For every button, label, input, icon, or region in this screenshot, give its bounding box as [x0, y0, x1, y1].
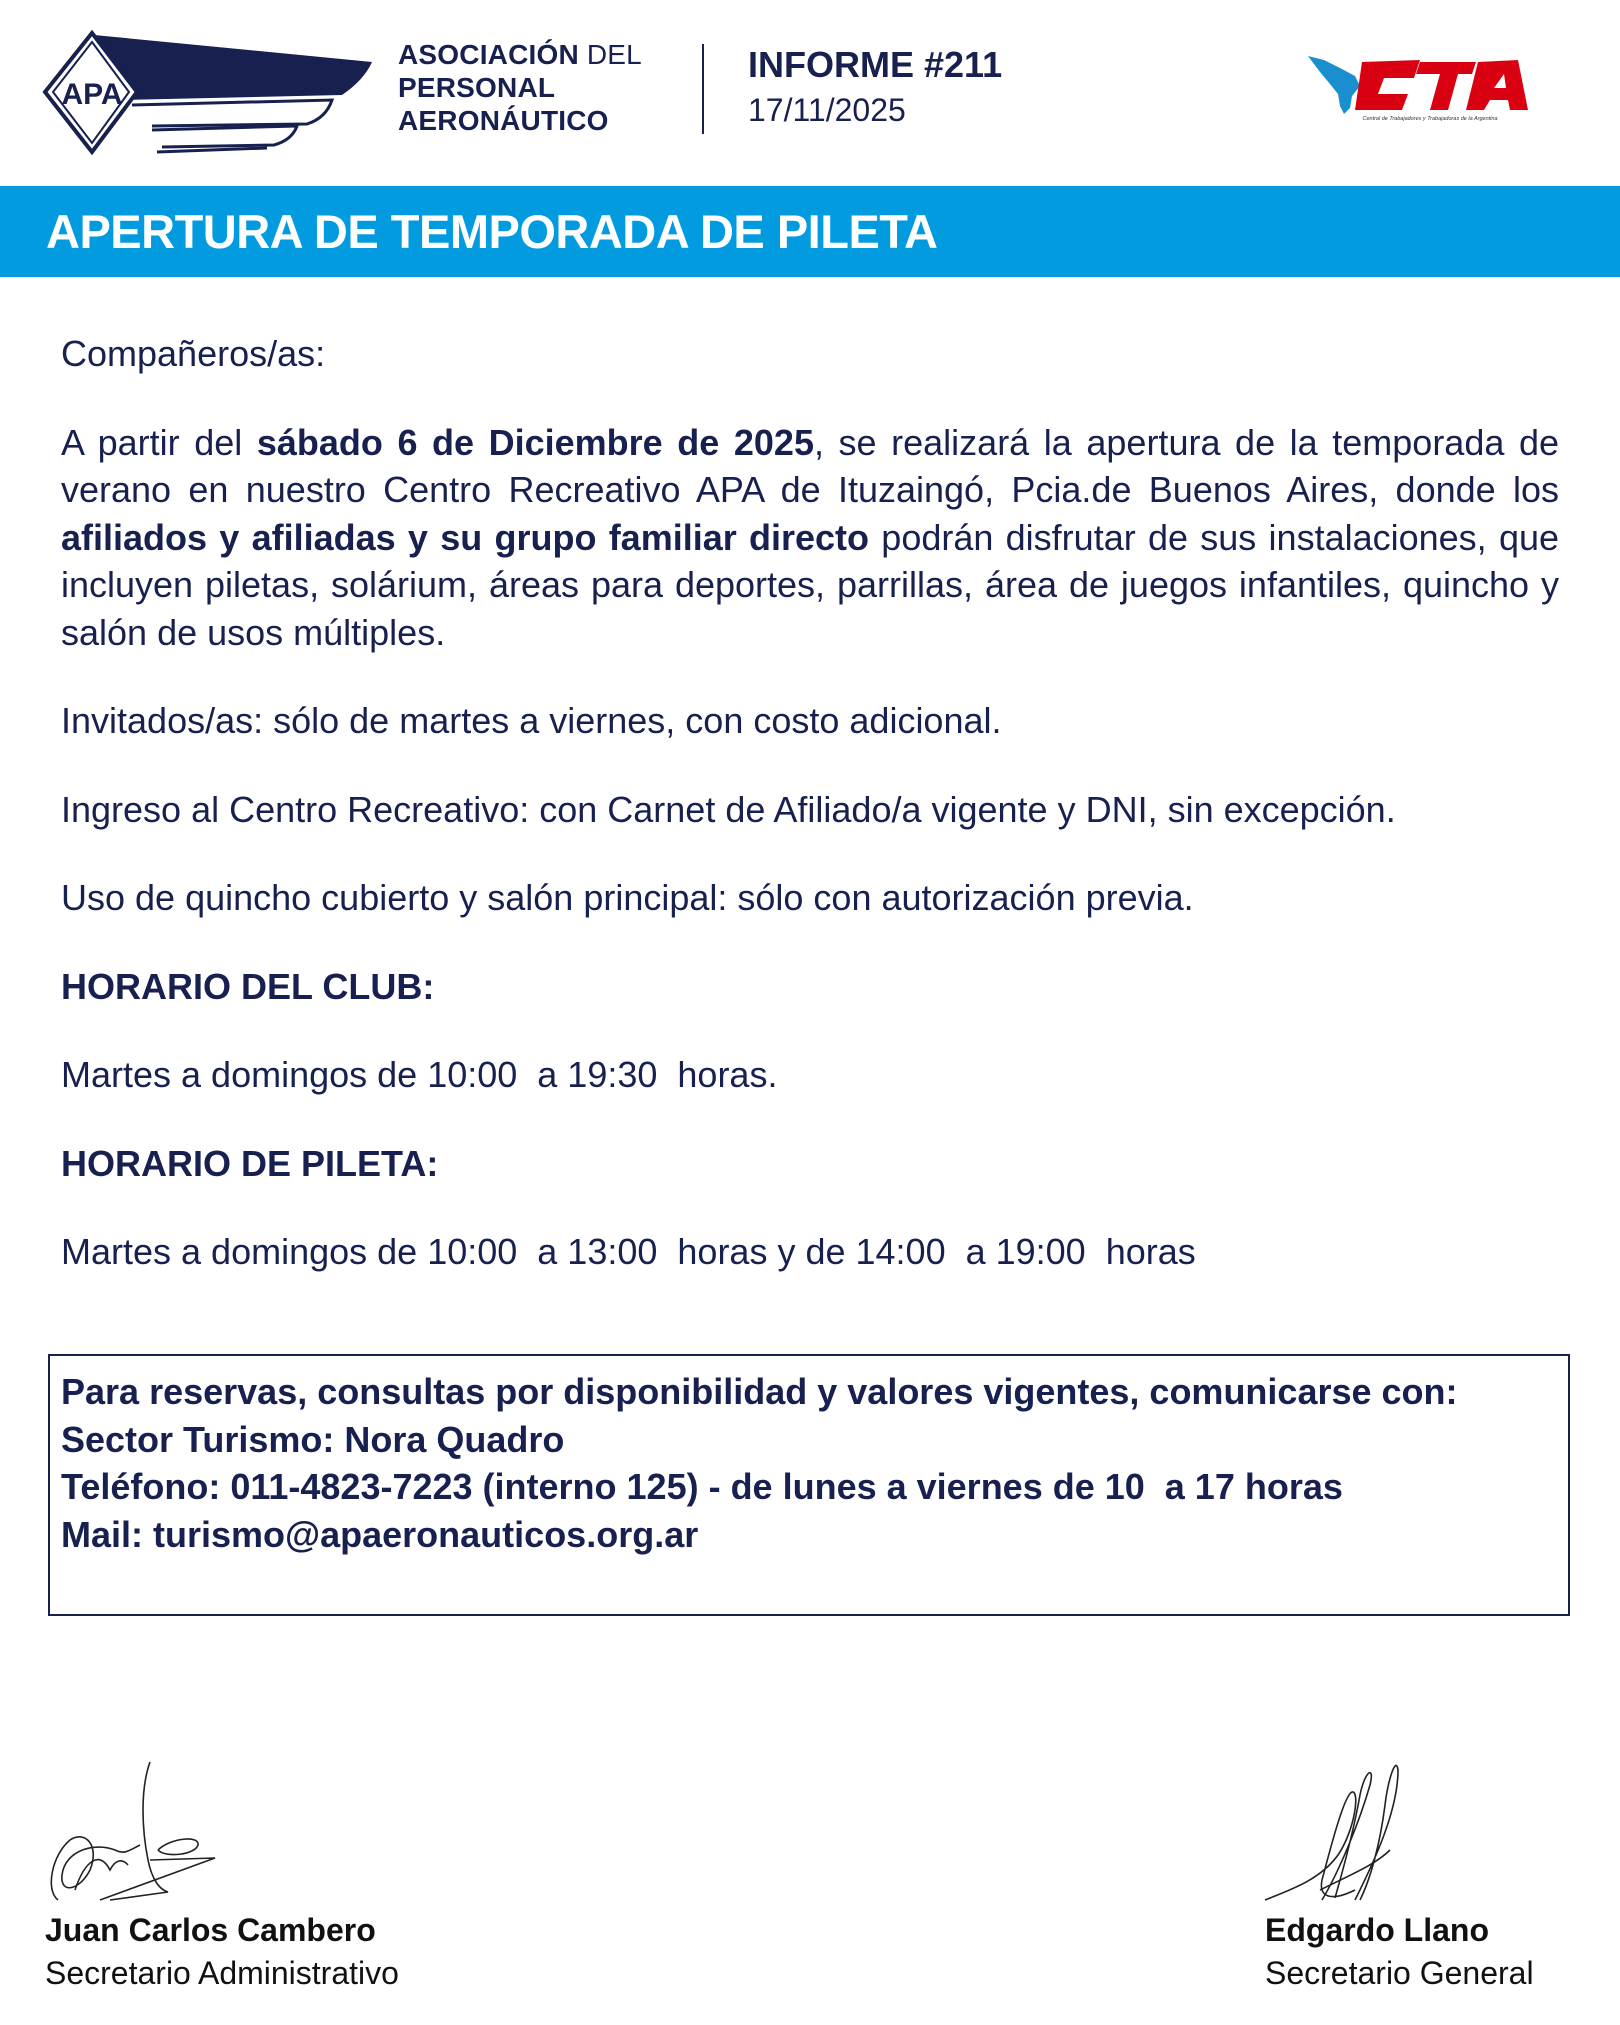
beneficiaries: afiliados y afiliadas y su grupo familiar directo [61, 516, 870, 558]
org-name-line2: PERSONAL [398, 72, 556, 103]
contact-phone: Teléfono: 011-4823-7223 (interno 125) - de lunes a viernes de 10 a 17 horas [61, 1466, 1343, 1507]
contact-mail[interactable]: Mail: turismo@apaeronauticos.org.ar [61, 1513, 699, 1555]
signatory-name: Juan Carlos Cambero [45, 1912, 376, 1948]
apa-logo [42, 30, 382, 155]
contact-intro: Para reservas, consultas por disponibilidad y valores vigentes, comunicarse con: [61, 1371, 1458, 1412]
header-divider [702, 44, 704, 134]
signatory-name: Edgardo Llano [1265, 1912, 1489, 1948]
org-name-line3: AERONÁUTICO [398, 105, 609, 136]
signature-cambero [40, 1750, 220, 1910]
paragraph-text: A partir del [61, 421, 257, 463]
signature-llano [1260, 1750, 1440, 1910]
pool-schedule-heading: HORARIO DE PILETA: [61, 1142, 439, 1184]
organization-name [398, 38, 642, 137]
club-schedule: Martes a domingos de 10:00 a 19:30 horas. [61, 1054, 778, 1095]
contact-info [61, 1368, 1561, 1558]
announcement-body [61, 330, 1559, 1317]
guests-rule: Invitados/as: sólo de martes a viernes, con costo adicional. [61, 700, 1002, 741]
south-america-icon [1308, 56, 1360, 114]
contact-sector: Sector Turismo: Nora Quadro [61, 1418, 565, 1460]
org-name-line1-light: DEL [578, 39, 642, 70]
club-schedule-heading: HORARIO DEL CLUB: [61, 965, 435, 1007]
greeting: Compañeros/as: [61, 333, 326, 374]
signatory-role: Secretario General [1265, 1955, 1534, 1991]
quincho-rule: Uso de quincho cubierto y salón principal: sólo con autorización previa. [61, 877, 1194, 918]
cta-logo [1300, 50, 1540, 125]
signatory-role: Secretario Administrativo [45, 1955, 399, 1991]
opening-paragraph [61, 419, 1559, 657]
pool-schedule: Martes a domingos de 10:00 a 13:00 horas y de 14:00 a 19:00 horas [61, 1231, 1196, 1272]
opening-date: sábado 6 de Diciembre de 2025 [256, 421, 814, 463]
informe-number: INFORME #211 [748, 44, 1003, 85]
informe-date: 17/11/2025 [748, 92, 906, 128]
apa-logo-text: APA [61, 78, 123, 111]
cta-subtitle: Central de Trabajadores y Trabajadoras de la Argentina [1362, 116, 1498, 122]
entry-rule: Ingreso al Centro Recreativo: con Carnet de Afiliado/a vigente y DNI, sin excepción. [61, 788, 1396, 830]
paragraph-text: podrán disfrutar de sus instalaciones, que incluyen piletas, solárium, áreas para deportes, parrillas, área de juegos infantiles, quincho y salón de usos múltiples. [61, 516, 1560, 653]
page-title: APERTURA DE TEMPORADA DE PILETA [46, 205, 938, 258]
paragraph-text: , se realizará la apertura de la temporada de verano en nuestro Centro Recreativo APA de Ituzaingó, Pcia.de Buenos Aires, donde los [61, 421, 1559, 510]
org-name-line1-bold: ASOCIACIÓN [398, 39, 579, 70]
